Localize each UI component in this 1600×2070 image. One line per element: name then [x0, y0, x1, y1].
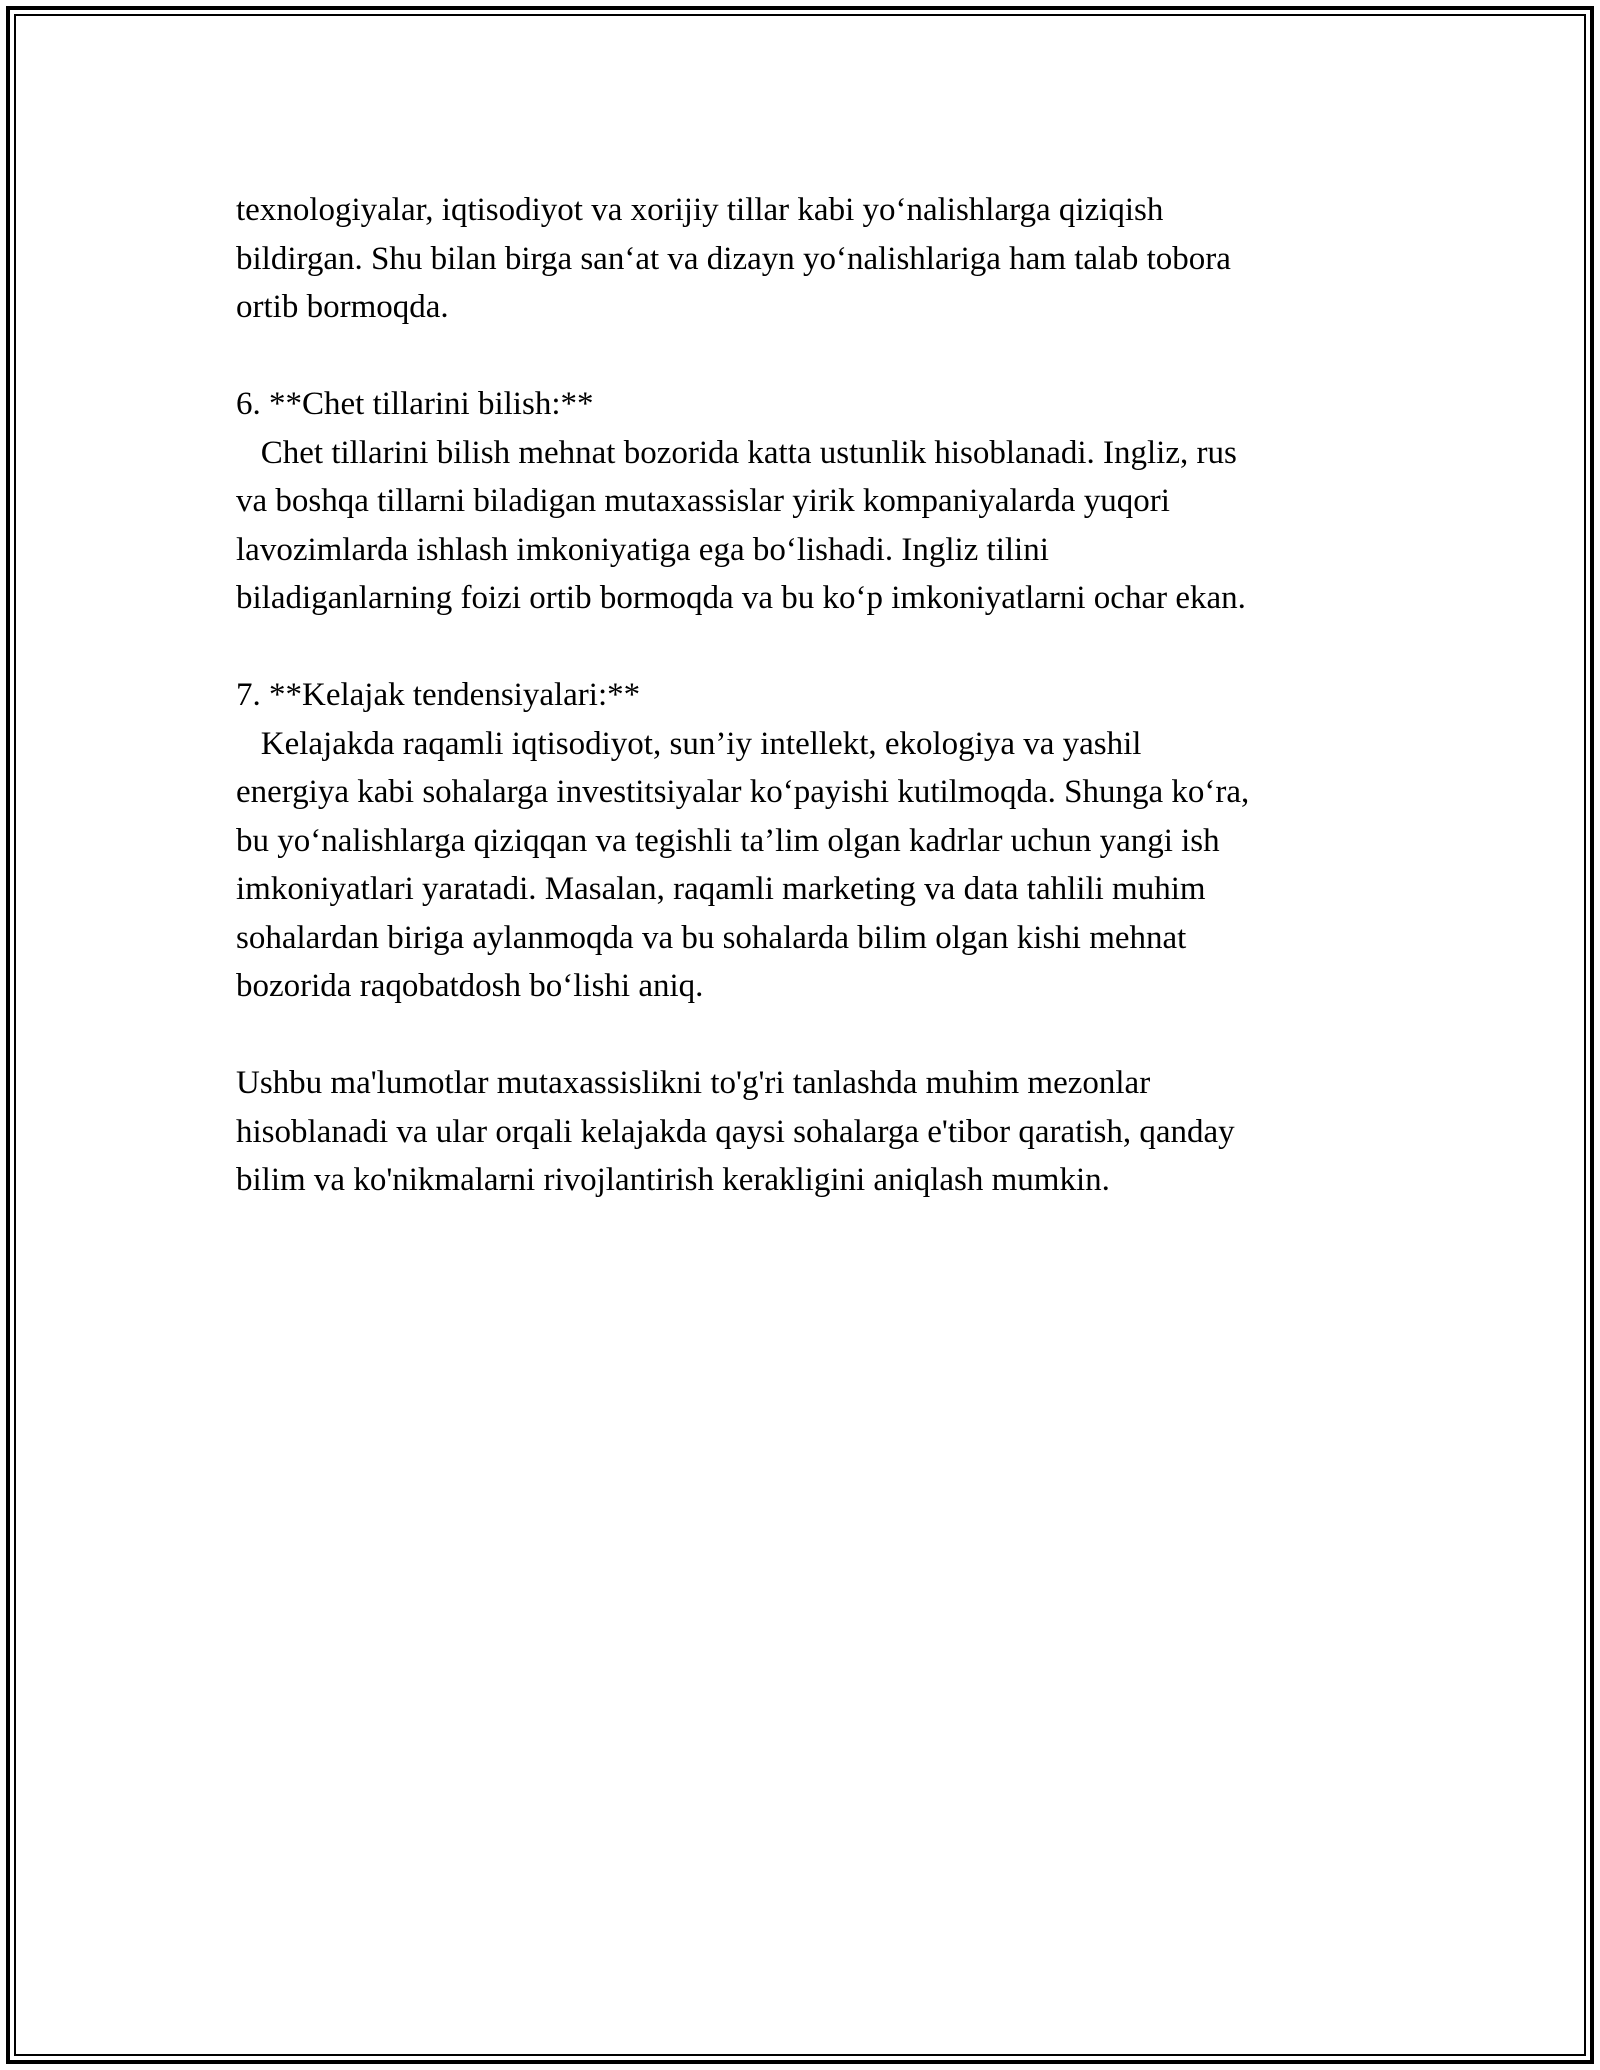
text-line: va boshqa tillarni biladigan mutaxassislar yirik kompaniyalarda yuqori	[236, 483, 1170, 519]
paragraph-spacer	[236, 332, 1386, 381]
text-line: biladiganlarning foizi ortib bormoqda va bu ko‘p imkoniyatlarni ochar ekan.	[236, 580, 1246, 616]
section-7	[236, 671, 1386, 1011]
text-line: energiya kabi sohalarga investitsiyalar ko‘payishi kutilmoqda. Shunga ko‘ra,	[236, 774, 1250, 810]
text-line: bu yo‘nalishlarga qiziqqan va tegishli ta’lim olgan kadrlar uchun yangi ish	[236, 822, 1220, 859]
text-line: bildirgan. Shu bilan birga san‘at va dizayn yo‘nalishlariga ham talab tobora	[236, 240, 1231, 277]
text-line: lavozimlarda ishlash imkoniyatiga ega bo‘lishadi. Ingliz tilini	[236, 531, 1049, 568]
text-line: Kelajakda raqamli iqtisodiyot, sun’iy intellekt, ekologiya va yashil	[236, 725, 1142, 762]
section-heading: 6. **Chet tillarini bilish:**	[236, 386, 594, 422]
document-body	[236, 186, 1386, 1205]
conclusion-paragraph	[236, 1059, 1386, 1205]
text-line: texnologiyalar, iqtisodiyot va xorijiy tillar kabi yo‘nalishlarga qiziqish	[236, 192, 1164, 228]
paragraph-spacer	[236, 1011, 1386, 1060]
text-line: sohalardan biriga aylanmoqda va bu sohalarda bilim olgan kishi mehnat	[236, 919, 1187, 956]
text-line: Ushbu ma'lumotlar mutaxassislikni to'g'ri tanlashda muhim mezonlar	[236, 1065, 1151, 1101]
text-line: imkoniyatlari yaratadi. Masalan, raqamli marketing va data tahlili muhim	[236, 871, 1206, 907]
text-line: Chet tillarini bilish mehnat bozorida katta ustunlik hisoblanadi. Ingliz, rus	[236, 434, 1237, 471]
section-heading: 7. **Kelajak tendensiyalari:**	[236, 677, 641, 713]
text-line: bilim va ko'nikmalarni rivojlantirish kerakligini aniqlash mumkin.	[236, 1162, 1110, 1198]
text-line: ortib bormoqda.	[236, 289, 449, 325]
intro-paragraph	[236, 186, 1386, 332]
section-6	[236, 380, 1386, 623]
text-line: hisoblanadi va ular orqali kelajakda qaysi sohalarga e'tibor qaratish, qanday	[236, 1113, 1235, 1150]
text-line: bozorida raqobatdosh bo‘lishi aniq.	[236, 968, 704, 1004]
paragraph-spacer	[236, 623, 1386, 672]
